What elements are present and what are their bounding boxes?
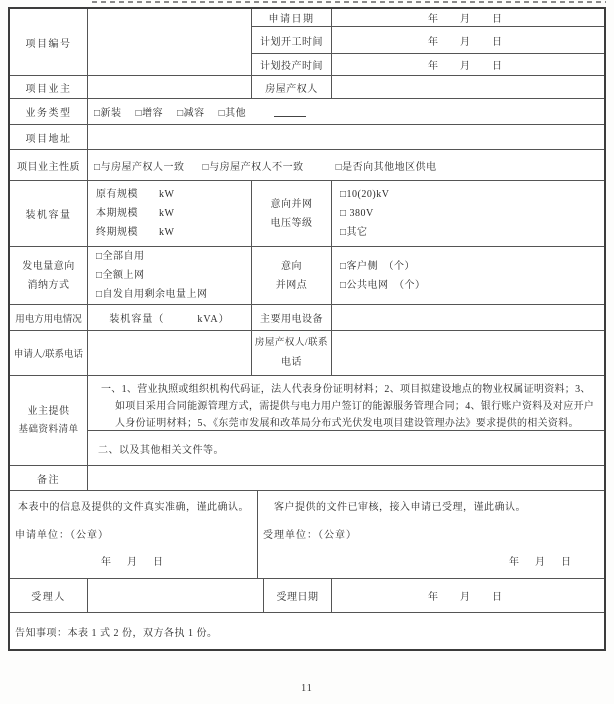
- consumption-label-line1: 发电量意向: [22, 260, 75, 272]
- consumer-usage-label: 用电方用电情况: [10, 305, 88, 330]
- owner-nature-options: [88, 150, 604, 180]
- application-form-table: [8, 7, 606, 651]
- installed-capacity-label: 装机容量: [10, 181, 88, 246]
- row-consumption-mode: [10, 247, 604, 305]
- confirm-right-date: 年 月 日: [509, 557, 574, 568]
- confirm-left-statement: 本表中的信息及提供的文件真实准确，谨此确认。: [18, 502, 249, 513]
- project-number-value: [88, 9, 252, 75]
- apply-date-label: 申请日期: [252, 9, 332, 26]
- project-owner-label: 项目业主: [10, 76, 88, 98]
- materials-part2: 二、以及其他相关文件等。: [98, 444, 224, 456]
- row-consumer-usage: [10, 305, 604, 331]
- checkbox-option-same-as-owner: □与房屋产权人一致: [94, 161, 185, 173]
- remarks-label: 备注: [10, 466, 88, 490]
- checkbox-option-surplus-grid: □自发自用剩余电量上网: [96, 289, 208, 300]
- row-installed-capacity: [10, 181, 604, 247]
- plan-start-label: 计划开工时间: [252, 27, 332, 54]
- project-number-label: 项目编号: [10, 9, 88, 75]
- grid-point-label-line2: 并网点: [275, 279, 308, 291]
- row-apply-date: [252, 9, 604, 27]
- materials-part2-row: [88, 431, 604, 465]
- handler-value: [88, 579, 264, 612]
- checkbox-option-diff-from-owner: □与房屋产权人不一致: [202, 161, 304, 173]
- checkbox-option-supply-other-area: □是否向其他地区供电: [335, 161, 437, 173]
- main-equipment-label: 主要用电设备: [252, 305, 332, 330]
- consumption-label: [10, 247, 88, 304]
- house-owner-phone-line1: 房屋产权人/联系: [254, 338, 329, 348]
- confirm-right-block: [258, 491, 604, 578]
- consumption-label-line2: 消纳方式: [27, 279, 70, 291]
- page-number: 11: [301, 683, 313, 694]
- materials-label-line1: 业主提供: [27, 405, 70, 417]
- checkbox-option-decrease: □减容: [177, 108, 205, 119]
- installed-capacity-lines: [88, 181, 252, 246]
- cropped-text-artifact: [92, 1, 606, 3]
- business-type-blank-line: [274, 115, 306, 117]
- materials-label-line2: 基础资料清单: [18, 424, 79, 435]
- row-project-address: [10, 125, 604, 150]
- plan-production-label: 计划投产时间: [252, 54, 332, 75]
- checkbox-option-other: □其他: [218, 108, 247, 119]
- row-remarks: [10, 466, 604, 491]
- applicant-phone-value: [88, 331, 252, 375]
- capacity-final: 终期规模 kW: [96, 227, 175, 238]
- business-type-options: [88, 99, 604, 124]
- remarks-value: [88, 466, 604, 490]
- checkbox-option-increase: □增容: [135, 108, 164, 119]
- confirm-left-date: 年 月 日: [101, 557, 166, 568]
- consumer-usage-capacity: 装机容量（ kVA）: [88, 305, 252, 330]
- checkbox-option-all-self-use: □全部自用: [96, 251, 145, 262]
- checkbox-option-10-20kv: □10(20)kV: [340, 189, 390, 200]
- house-owner-label: 房屋产权人: [252, 76, 332, 98]
- row-handler: [10, 579, 604, 613]
- row-project-number: [10, 9, 604, 76]
- owner-nature-label: 项目业主性质: [10, 150, 88, 180]
- apply-date-value: 年 月 日: [428, 13, 508, 25]
- capacity-current: 本期规模 kW: [96, 208, 175, 219]
- materials-part1: 一、1、营业执照或组织机构代码证，法人代表身份证明材料；2、项目拟建设地点的物业权属证明资料；3、如项目采用合同能源管理方式，需提供与电力用户签订的能源服务管理合同；4、银行账户资料及对应开户人身份证明材料；5、《东莞市发展和改革局分布式光伏发电项目建设管理办法》要求提供的相关资料。: [101, 384, 595, 429]
- confirm-right-statement: 客户提供的文件已审核，接入申请已受理，谨此确认。: [274, 502, 526, 513]
- checkbox-option-public-grid: □公共电网 （个）: [340, 279, 426, 291]
- materials-part1-row: [88, 376, 604, 431]
- house-owner-phone-value: [332, 331, 604, 375]
- grid-voltage-options: [332, 181, 604, 246]
- checkbox-option-all-grid: □全额上网: [96, 270, 145, 281]
- confirm-right-unit: 受理单位：（公章）: [263, 529, 357, 541]
- house-owner-value: [332, 76, 604, 98]
- row-applicant-phone: [10, 331, 604, 376]
- row-plan-start: [252, 27, 604, 55]
- accept-date-value: 年 月 日: [428, 592, 508, 603]
- row-business-type: [10, 99, 604, 125]
- project-address-value: [88, 125, 604, 149]
- row-materials: [10, 376, 604, 466]
- confirm-left-unit: 申请单位：（公章）: [15, 529, 109, 541]
- materials-label: [10, 376, 88, 465]
- materials-content: [88, 376, 604, 465]
- business-type-label: 业务类型: [10, 99, 88, 124]
- project-owner-value: [88, 76, 252, 98]
- grid-voltage-label-line1: 意向并网: [270, 198, 313, 210]
- confirm-left-block: [10, 491, 258, 578]
- handler-label: 受理人: [10, 579, 88, 612]
- project-address-label: 项目地址: [10, 125, 88, 149]
- row-notice: [10, 613, 604, 649]
- grid-point-options: [332, 247, 604, 304]
- house-owner-phone-label: [252, 331, 332, 375]
- row-confirmation: [10, 491, 604, 579]
- main-equipment-value: [332, 305, 604, 330]
- date-subtable: [252, 9, 604, 75]
- row-project-owner: [10, 76, 604, 99]
- plan-production-value: 年 月 日: [428, 61, 508, 73]
- row-owner-nature: [10, 150, 604, 181]
- consumption-options: [88, 247, 252, 304]
- notice-text: 告知事项：本表 1 式 2 份，双方各执 1 份。: [15, 627, 218, 639]
- checkbox-option-customer-side: □客户侧 （个）: [340, 260, 416, 272]
- grid-point-label-line1: 意向: [281, 260, 302, 272]
- grid-voltage-label-line2: 电压等级: [270, 217, 313, 229]
- accept-date-label: 受理日期: [264, 579, 332, 612]
- checkbox-option-380v: □ 380V: [340, 208, 374, 219]
- grid-point-label: [252, 247, 332, 304]
- house-owner-phone-line2: 电话: [281, 357, 302, 368]
- checkbox-option-new: □新装: [94, 108, 122, 119]
- applicant-phone-label: 申请人/联系电话: [10, 331, 88, 375]
- plan-start-value: 年 月 日: [428, 36, 508, 48]
- grid-voltage-label: [252, 181, 332, 246]
- row-plan-production: [252, 54, 604, 75]
- checkbox-option-voltage-other: □其它: [340, 227, 368, 238]
- capacity-original: 原有规模 kW: [96, 189, 175, 200]
